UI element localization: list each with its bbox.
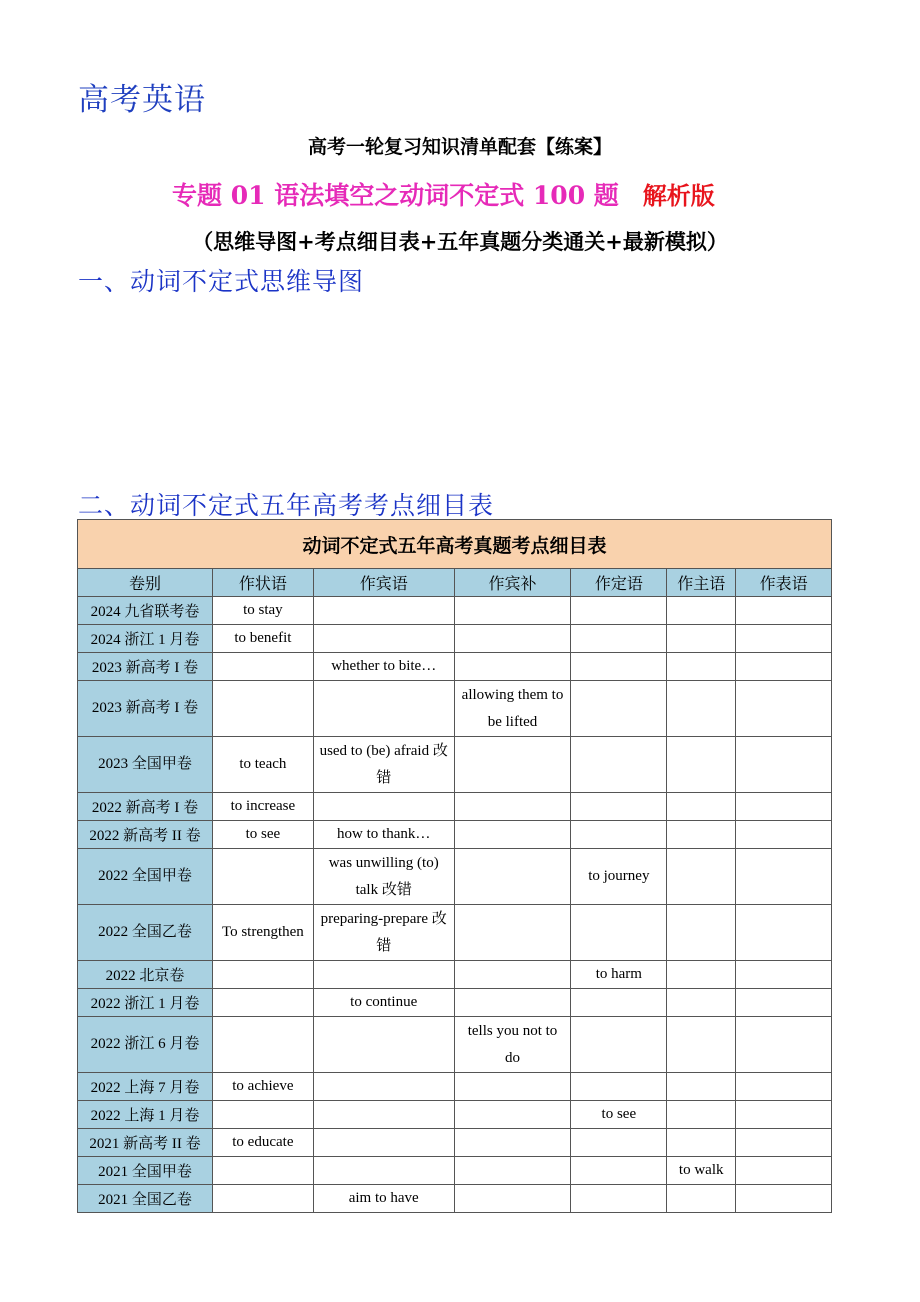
subject-cell — [667, 821, 736, 849]
adverbial-cell — [212, 849, 313, 905]
subject-cell — [667, 1101, 736, 1129]
adverbial-cell: to educate — [212, 1129, 313, 1157]
adverbial-cell: To strengthen — [212, 905, 313, 961]
attributive-cell — [571, 1129, 667, 1157]
table-caption: 动词不定式五年高考真题考点细目表 — [78, 520, 832, 569]
object-cell — [313, 793, 454, 821]
adverbial-cell: to teach — [212, 737, 313, 793]
predicative-cell — [736, 737, 832, 793]
subject-cell — [667, 1073, 736, 1101]
adverbial-cell: to stay — [212, 597, 313, 625]
paper-cell: 2022 上海 7 月卷 — [78, 1073, 213, 1101]
object-cell: aim to have — [313, 1185, 454, 1213]
subject-cell — [667, 1185, 736, 1213]
table-row — [78, 1017, 832, 1073]
subject-cell — [667, 737, 736, 793]
table-row — [78, 1185, 832, 1213]
paper-cell: 2023 新高考 I 卷 — [78, 653, 213, 681]
object-cell: whether to bite… — [313, 653, 454, 681]
complement-cell — [454, 1185, 571, 1213]
paper-cell: 2023 新高考 I 卷 — [78, 681, 213, 737]
subject-cell — [667, 905, 736, 961]
paper-cell: 2022 全国乙卷 — [78, 905, 213, 961]
main-title-text: 专题 01 语法填空之动词不定式 100 题 — [172, 181, 619, 210]
predicative-cell — [736, 653, 832, 681]
predicative-cell — [736, 625, 832, 653]
object-cell: to continue — [313, 989, 454, 1017]
attributive-cell — [571, 625, 667, 653]
attributive-cell — [571, 1017, 667, 1073]
attributive-cell — [571, 1185, 667, 1213]
object-cell — [313, 625, 454, 653]
paper-cell: 2022 新高考 II 卷 — [78, 821, 213, 849]
object-cell: was unwilling (to) talk 改错 — [313, 849, 454, 905]
object-cell — [313, 1129, 454, 1157]
predicative-cell — [736, 793, 832, 821]
subject-cell — [667, 793, 736, 821]
subject-cell — [667, 1017, 736, 1073]
table-row — [78, 1101, 832, 1129]
complement-cell — [454, 1157, 571, 1185]
table-caption-row — [78, 520, 832, 569]
object-cell — [313, 597, 454, 625]
paper-cell: 2022 北京卷 — [78, 961, 213, 989]
complement-cell — [454, 1101, 571, 1129]
predicative-cell — [736, 681, 832, 737]
object-cell: how to thank… — [313, 821, 454, 849]
object-cell: preparing-prepare 改错 — [313, 905, 454, 961]
attributive-cell — [571, 597, 667, 625]
table-row — [78, 625, 832, 653]
column-header: 作表语 — [736, 569, 832, 597]
complement-cell: tells you not to do — [454, 1017, 571, 1073]
section-heading-mindmap: 一、动词不定式思维导图 — [78, 267, 365, 296]
section-heading-table: 二、动词不定式五年高考考点细目表 — [78, 491, 495, 520]
paper-cell: 2021 全国乙卷 — [78, 1185, 213, 1213]
attributive-cell — [571, 681, 667, 737]
subject-cell — [667, 653, 736, 681]
complement-cell — [454, 849, 571, 905]
subject-cell: to walk — [667, 1157, 736, 1185]
predicative-cell — [736, 905, 832, 961]
paper-cell: 2022 全国甲卷 — [78, 849, 213, 905]
complement-cell: allowing them to be lifted — [454, 681, 571, 737]
adverbial-cell — [212, 1017, 313, 1073]
predicative-cell — [736, 821, 832, 849]
predicative-cell — [736, 1185, 832, 1213]
attributive-cell — [571, 653, 667, 681]
table-header-row — [78, 569, 832, 597]
subject-cell — [667, 1129, 736, 1157]
object-cell: used to (be) afraid 改错 — [313, 737, 454, 793]
complement-cell — [454, 961, 571, 989]
scope-line: （思维导图+考点细目表+五年真题分类通关+最新模拟） — [192, 229, 728, 254]
attributive-cell — [571, 905, 667, 961]
adverbial-cell: to see — [212, 821, 313, 849]
table-row — [78, 1129, 832, 1157]
object-cell — [313, 961, 454, 989]
complement-cell — [454, 625, 571, 653]
complement-cell — [454, 1129, 571, 1157]
predicative-cell — [736, 1073, 832, 1101]
version-tag: 解析版 — [642, 182, 715, 210]
table-row — [78, 1073, 832, 1101]
table-row — [78, 961, 832, 989]
adverbial-cell — [212, 1101, 313, 1129]
column-header: 作定语 — [571, 569, 667, 597]
subject-cell — [667, 625, 736, 653]
subject-cell — [667, 681, 736, 737]
predicative-cell — [736, 849, 832, 905]
adverbial-cell — [212, 653, 313, 681]
adverbial-cell: to increase — [212, 793, 313, 821]
column-header: 作宾语 — [313, 569, 454, 597]
complement-cell — [454, 1073, 571, 1101]
attributive-cell — [571, 1157, 667, 1185]
object-cell — [313, 1101, 454, 1129]
table-row — [78, 737, 832, 793]
paper-cell: 2022 浙江 1 月卷 — [78, 989, 213, 1017]
predicative-cell — [736, 1157, 832, 1185]
adverbial-cell: to benefit — [212, 625, 313, 653]
column-header: 作状语 — [212, 569, 313, 597]
adverbial-cell — [212, 961, 313, 989]
table-row — [78, 905, 832, 961]
attributive-cell: to journey — [571, 849, 667, 905]
table-row — [78, 821, 832, 849]
exam-points-table — [77, 519, 832, 1213]
table-row — [78, 681, 832, 737]
paper-cell: 2022 上海 1 月卷 — [78, 1101, 213, 1129]
adverbial-cell: to achieve — [212, 1073, 313, 1101]
table-row — [78, 989, 832, 1017]
paper-cell: 2024 浙江 1 月卷 — [78, 625, 213, 653]
paper-cell: 2022 新高考 I 卷 — [78, 793, 213, 821]
table-row — [78, 793, 832, 821]
table-row — [78, 653, 832, 681]
subject-cell — [667, 989, 736, 1017]
subject-cell — [667, 597, 736, 625]
paper-cell: 2021 全国甲卷 — [78, 1157, 213, 1185]
complement-cell — [454, 905, 571, 961]
predicative-cell — [736, 1101, 832, 1129]
complement-cell — [454, 597, 571, 625]
table-row — [78, 849, 832, 905]
object-cell — [313, 681, 454, 737]
object-cell — [313, 1073, 454, 1101]
paper-cell: 2023 全国甲卷 — [78, 737, 213, 793]
brand-title: 高考英语 — [78, 82, 206, 118]
paper-cell: 2021 新高考 II 卷 — [78, 1129, 213, 1157]
object-cell — [313, 1157, 454, 1185]
table-row — [78, 1157, 832, 1185]
attributive-cell — [571, 821, 667, 849]
paper-cell: 2022 浙江 6 月卷 — [78, 1017, 213, 1073]
complement-cell — [454, 793, 571, 821]
complement-cell — [454, 653, 571, 681]
attributive-cell — [571, 1073, 667, 1101]
adverbial-cell — [212, 1157, 313, 1185]
attributive-cell: to see — [571, 1101, 667, 1129]
predicative-cell — [736, 989, 832, 1017]
subject-cell — [667, 961, 736, 989]
complement-cell — [454, 821, 571, 849]
adverbial-cell — [212, 681, 313, 737]
adverbial-cell — [212, 989, 313, 1017]
attributive-cell — [571, 737, 667, 793]
predicative-cell — [736, 961, 832, 989]
column-header: 作主语 — [667, 569, 736, 597]
attributive-cell — [571, 989, 667, 1017]
column-header: 作宾补 — [454, 569, 571, 597]
predicative-cell — [736, 1017, 832, 1073]
complement-cell — [454, 989, 571, 1017]
complement-cell — [454, 737, 571, 793]
document-subtitle: 高考一轮复习知识清单配套【练案】 — [307, 136, 612, 158]
table-row — [78, 597, 832, 625]
adverbial-cell — [212, 1185, 313, 1213]
column-header: 卷别 — [78, 569, 213, 597]
subject-cell — [667, 849, 736, 905]
main-title — [172, 176, 715, 212]
predicative-cell — [736, 597, 832, 625]
attributive-cell: to harm — [571, 961, 667, 989]
object-cell — [313, 1017, 454, 1073]
paper-cell: 2024 九省联考卷 — [78, 597, 213, 625]
table-body — [78, 597, 832, 1213]
predicative-cell — [736, 1129, 832, 1157]
attributive-cell — [571, 793, 667, 821]
